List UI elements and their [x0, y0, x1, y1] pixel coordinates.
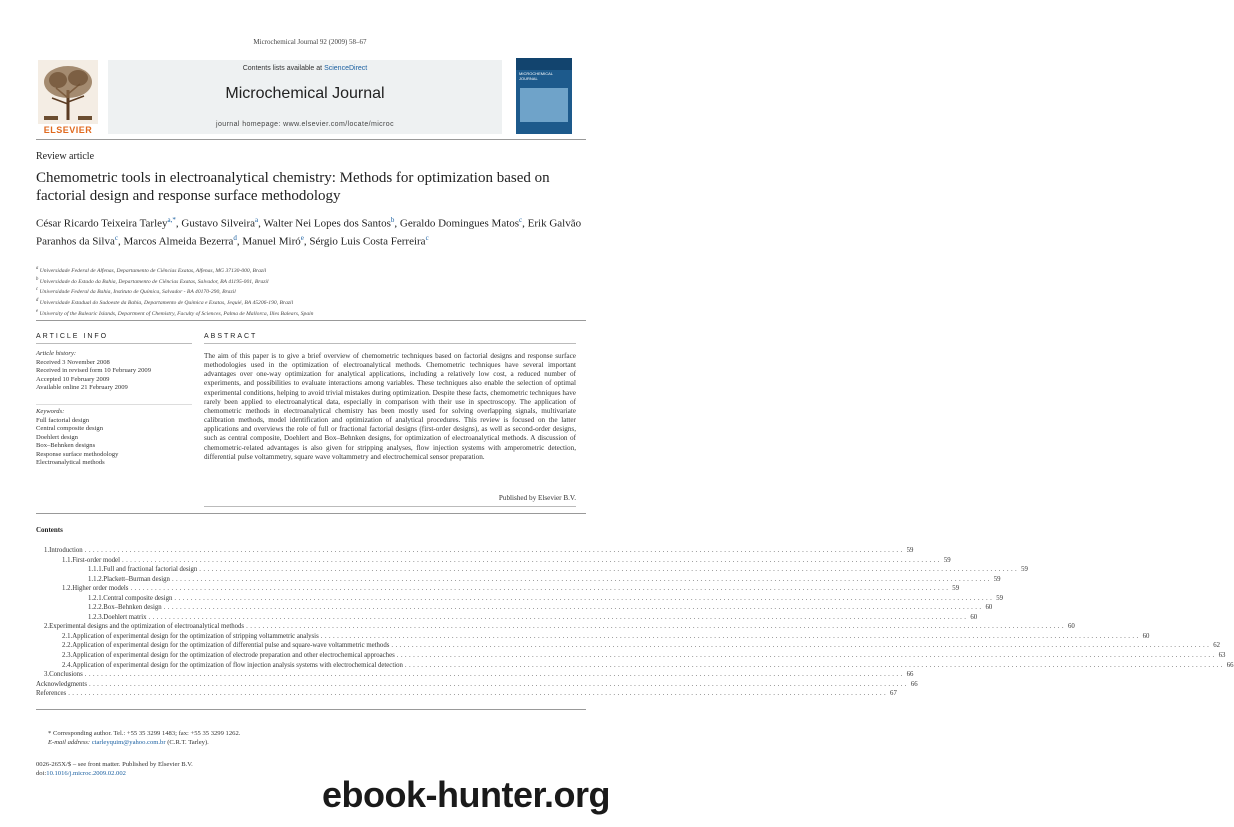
toc-number: 1.1.2.	[88, 575, 104, 583]
contents-prefix: Contents lists available at	[242, 65, 325, 72]
email-label: E-mail address:	[48, 738, 91, 746]
toc-label: First-order model	[72, 556, 120, 564]
elsevier-tree-logo	[38, 60, 98, 134]
keywords-label: Keywords:	[36, 408, 65, 415]
toc-number: 1.1.	[62, 556, 73, 564]
article-info-heading: ARTICLE INFO	[36, 333, 109, 340]
toc-page-number: 59	[952, 585, 960, 593]
toc-entry[interactable]	[36, 661, 1234, 671]
email-link[interactable]: ctarleyquim@yahoo.com.br	[91, 738, 166, 746]
toc-entry[interactable]	[36, 556, 951, 566]
toc-label: Application of experimental design for the optimization of flow injection analysis systems with electrochemical detection	[72, 661, 403, 669]
author-affiliation-mark[interactable]: c	[425, 233, 429, 242]
toc-leader-dots: ........................................................................................................................................................................................................	[199, 566, 1020, 574]
footnote-rule	[36, 709, 586, 710]
toc-entry[interactable]	[36, 603, 993, 613]
affiliation-text: University of the Balearic Islands, Department of Chemistry, Faculty of Sciences, Palma de Mallorca, Illes Balears, Spain	[38, 310, 314, 317]
history-item: Accepted 10 February 2009	[36, 375, 110, 383]
toc-entry[interactable]	[36, 680, 918, 690]
toc-page-number: 59	[996, 594, 1004, 602]
abstract-end-rule	[204, 506, 576, 507]
article-type: Review article	[36, 151, 95, 162]
author-name: Gustavo Silveira	[181, 217, 256, 230]
journal-homepage[interactable]: journal homepage: www.elsevier.com/locate/microc	[216, 121, 394, 128]
table-of-contents	[36, 546, 1234, 699]
toc-entry[interactable]	[36, 670, 914, 680]
footnote-star: *	[48, 730, 52, 737]
article-title: Chemometric tools in electroanalytical chemistry: Methods for optimization based on factorial design and response surface methodology	[36, 170, 550, 204]
abstract-rule	[204, 343, 576, 344]
toc-label: Application of experimental design for the optimization of stripping voltammetric analysis	[72, 632, 319, 640]
author-affiliation-mark[interactable]: b	[390, 216, 395, 224]
toc-page-number: 66	[910, 680, 918, 688]
toc-leader-dots: ........................................................................................................................................................................................................	[148, 613, 969, 621]
author-name: Geraldo Domingues Matos	[399, 217, 520, 230]
keyword: Electroanalytical methods	[36, 459, 105, 466]
toc-entry[interactable]	[36, 622, 1075, 632]
journal-cover-band	[516, 58, 572, 70]
toc-label: Full and fractional factorial design	[103, 566, 198, 574]
journal-name: Microchemical Journal	[225, 85, 385, 102]
toc-leader-dots: ........................................................................................................................................................................................................	[68, 690, 889, 698]
toc-page-number: 59	[1021, 566, 1028, 574]
toc-page-number: 62	[1213, 642, 1220, 650]
toc-page-number: 60	[985, 604, 993, 612]
toc-entry[interactable]	[36, 565, 1028, 575]
toc-number: 2.1.	[62, 632, 73, 640]
keyword: Central composite design	[36, 425, 104, 432]
affiliation	[36, 276, 586, 287]
author-affiliation-mark[interactable]: e	[300, 233, 304, 242]
toc-entry[interactable]	[36, 594, 1004, 604]
keywords	[36, 408, 196, 468]
author-affiliation-mark[interactable]: c	[114, 233, 118, 242]
toc-leader-dots: ........................................................................................................................................................................................................	[171, 575, 992, 583]
toc-number: 2.2.	[62, 642, 73, 650]
header-rule	[36, 139, 586, 140]
author-affiliation-mark[interactable]: a	[255, 216, 259, 224]
toc-leader-dots: ........................................................................................................................................................................................................	[246, 623, 1066, 631]
author-list: César Ricardo Teixeira Tarley$^{a,*}$, Gustavo Silveira$^a$, Walter Nei Lopes dos Santos$^b$, Geraldo Domingues Matos$^c$, Erik Galvão Paranhos da Silva$^c$, Marcos Almeida Bezerra$^d$, Manuel Miró$^e$, Sérgio Luis Costa Ferreira$^c$	[36, 216, 582, 248]
author-affiliation-mark[interactable]: a,*	[167, 216, 176, 224]
author-affiliation-mark[interactable]: c	[519, 216, 523, 224]
toc-entry[interactable]	[36, 641, 1220, 651]
toc-entry[interactable]	[36, 613, 978, 623]
affiliation	[36, 286, 586, 297]
history-item: Received 3 November 2008	[36, 358, 110, 366]
toc-entry[interactable]	[36, 632, 1150, 642]
article-history	[36, 350, 196, 393]
affiliation-key: c	[36, 287, 39, 293]
journal-cover-picture	[520, 88, 568, 122]
toc-label: Application of experimental design for the optimization of electrode preparation and other electrochemical approaches	[72, 652, 395, 660]
toc-label: Introduction	[49, 547, 83, 554]
section-rule	[36, 320, 586, 321]
journal-cover-title: MICROCHEMICAL JOURNAL	[519, 71, 553, 81]
toc-entry[interactable]	[36, 575, 1001, 585]
toc-label: Application of experimental design for the optimization of differential pulse and square-wave voltammetric methods	[72, 642, 390, 650]
toc-number: 1.2.1.	[88, 594, 104, 602]
published-by: Published by Elsevier B.V.	[498, 494, 576, 502]
toc-page-number: 63	[1218, 652, 1226, 660]
issn-text: 0026-265X/$ – see front matter. Published by Elsevier B.V.	[36, 761, 193, 768]
toc-label: References	[36, 690, 67, 698]
toc-leader-dots: ........................................................................................................................................................................................................	[320, 632, 1141, 640]
toc-page-number: 59	[993, 575, 1001, 583]
toc-page-number: 67	[890, 690, 897, 698]
toc-number: 3.	[44, 671, 50, 679]
toc-entry[interactable]	[36, 689, 897, 699]
keyword: Box–Behnken designs	[36, 442, 96, 449]
toc-leader-dots: ........................................................................................................................................................................................................	[88, 680, 909, 688]
toc-label: Doehlert matrix	[103, 613, 147, 621]
affiliation-key: a	[36, 266, 39, 271]
contents-rule	[36, 513, 586, 514]
author-affiliation-mark[interactable]: d	[233, 233, 237, 242]
toc-label: Higher order models	[72, 585, 129, 593]
site-watermark: ebook-hunter.org	[322, 774, 610, 815]
author-name: Erik Galvão Paranhos da Silva	[36, 217, 582, 248]
toc-number: 2.4.	[62, 661, 73, 669]
toc-page-number: 60	[1142, 632, 1150, 640]
toc-leader-dots: ........................................................................................................................................................................................................	[163, 604, 984, 612]
toc-label: Acknowledgments	[36, 680, 87, 688]
abstract-heading: ABSTRACT	[204, 333, 258, 340]
author-name: Marcos Almeida Bezerra	[123, 235, 234, 248]
keyword: Response surface methodology	[36, 450, 119, 458]
toc-page-number: 60	[970, 613, 978, 621]
history-label: Article history:	[36, 350, 77, 357]
affiliation	[36, 265, 586, 276]
footnote-contact: Corresponding author. Tel.: +55 35 3299 1483; fax: +55 35 3299 1262.	[52, 730, 241, 737]
toc-leader-dots: ........................................................................................................................................................................................................	[404, 661, 1225, 669]
toc-page-number: 66	[1226, 661, 1234, 669]
email-owner: (C.R.T. Tarley).	[167, 738, 209, 746]
affiliation	[36, 297, 586, 308]
affiliation-text: Universidade Federal de Alfenas, Departamento de Ciências Exatas, Alfenas, MG 37130-000, Brazil	[38, 267, 267, 274]
toc-entry[interactable]	[36, 584, 960, 594]
toc-page-number: 59	[906, 547, 914, 554]
affiliation-key: d	[36, 297, 39, 303]
doi-link[interactable]: 10.1016/j.microc.2009.02.002	[46, 769, 126, 777]
toc-leader-dots: ........................................................................................................................................................................................................	[84, 547, 905, 554]
toc-entry[interactable]	[36, 546, 914, 556]
toc-leader-dots: ........................................................................................................................................................................................................	[84, 671, 905, 679]
toc-label: Box–Behnken design	[103, 604, 162, 612]
toc-page-number: 59	[943, 556, 951, 564]
toc-page-number: 66	[906, 671, 914, 679]
sciencedirect-link[interactable]: ScienceDirect	[324, 65, 368, 72]
corresponding-author-footnote	[48, 730, 588, 747]
affiliation-key: e	[36, 308, 39, 314]
toc-leader-dots: ........................................................................................................................................................................................................	[391, 642, 1212, 650]
keywords-rule	[36, 404, 192, 405]
abstract-text: The aim of this paper is to give a brief overview of chemometric techniques based on factorial designs and response surface methodologies used in the optimization of electroanalytical methods. Chemometric techniques have several important advantages over one-way optimization for analytical applications, including a relatively low cost, a reduced number of experiments, and possibilities to evaluate interactions among variables. These techniques also enable the selection of optimal experimental conditions, helping to avoid trivial mistakes during optimization. Despite these facts, chemometric techniques have rarely been applied to electroanalytical data, especially in comparison with their use in spectroscopy. The application of chemometric methods in electroanalytical chemistry has been mostly used for solving overlapping signals, multivariate calibration methods, model identification and optimization of analytical procedures. This review is focused on the latter applications and overviews the role of full or fractional factorial designs (first-order designs), as well as second-order designs, such as central composite, Doehlert and Box–Behnken designs, for optimization of electroanalytical methods. A discussion of chemometric-related advantages is also given for stripping analyses, flow injection systems with amperometric detection, differential pulse voltammetry, square wave voltammetry and electrochemical sensor preparation.	[204, 352, 576, 461]
toc-leader-dots: ........................................................................................................................................................................................................	[396, 652, 1217, 660]
affiliation-key: b	[36, 276, 39, 282]
toc-number: 2.3.	[62, 652, 73, 660]
author-name: César Ricardo Teixeira Tarley	[36, 217, 168, 230]
toc-page-number: 60	[1067, 623, 1075, 631]
publisher-name: ELSEVIER	[43, 125, 93, 135]
contents-available-line	[108, 65, 502, 72]
affiliation	[36, 308, 586, 319]
doi-label: doi:	[36, 769, 47, 777]
toc-label: Plackett–Burman design	[103, 575, 170, 583]
author-name: Sérgio Luis Costa Ferreira	[309, 235, 426, 248]
toc-leader-dots: ........................................................................................................................................................................................................	[121, 556, 942, 564]
author-name: Manuel Miró	[242, 235, 301, 248]
toc-number: 1.2.	[62, 585, 73, 593]
toc-number: 1.1.1.	[88, 566, 104, 574]
toc-leader-dots: ........................................................................................................................................................................................................	[174, 594, 995, 602]
affiliations	[36, 265, 586, 318]
contents-heading: Contents	[36, 526, 63, 534]
history-item: Available online 21 February 2009	[36, 384, 128, 391]
toc-leader-dots: ........................................................................................................................................................................................................	[130, 585, 951, 593]
toc-number: 1.2.2.	[88, 604, 104, 612]
toc-label: Experimental designs and the optimization of electroanalytical methods	[49, 623, 245, 631]
toc-number: 1.	[44, 547, 50, 554]
article-info-rule	[36, 343, 192, 344]
author-name: Walter Nei Lopes dos Santos	[263, 217, 391, 230]
affiliation-text: Universidade Federal da Bahia, Instituto de Química, Salvador - BA 40170-290, Brazil	[38, 289, 236, 296]
toc-number: 1.2.3.	[88, 613, 104, 621]
toc-entry[interactable]	[36, 651, 1226, 661]
journal-reference: Microchemical Journal 92 (2009) 58–67	[253, 38, 367, 46]
toc-label: Conclusions	[49, 671, 83, 679]
keyword: Full factorial design	[36, 416, 90, 424]
affiliation-text: Universidade do Estado da Bahia, Departamento de Ciências Exatas, Salvador, BA 41195-001, Brazil	[38, 278, 269, 285]
toc-number: 2.	[44, 623, 50, 631]
history-item: Received in revised form 10 February 2009	[36, 367, 151, 374]
toc-label: Central composite design	[103, 594, 173, 602]
keyword: Doehlert design	[36, 433, 78, 441]
affiliation-text: Universidade Estadual do Sudoeste da Bahia, Departamento de Química e Exatas, Jequié, BA 45206-190, Brazil	[38, 299, 294, 306]
